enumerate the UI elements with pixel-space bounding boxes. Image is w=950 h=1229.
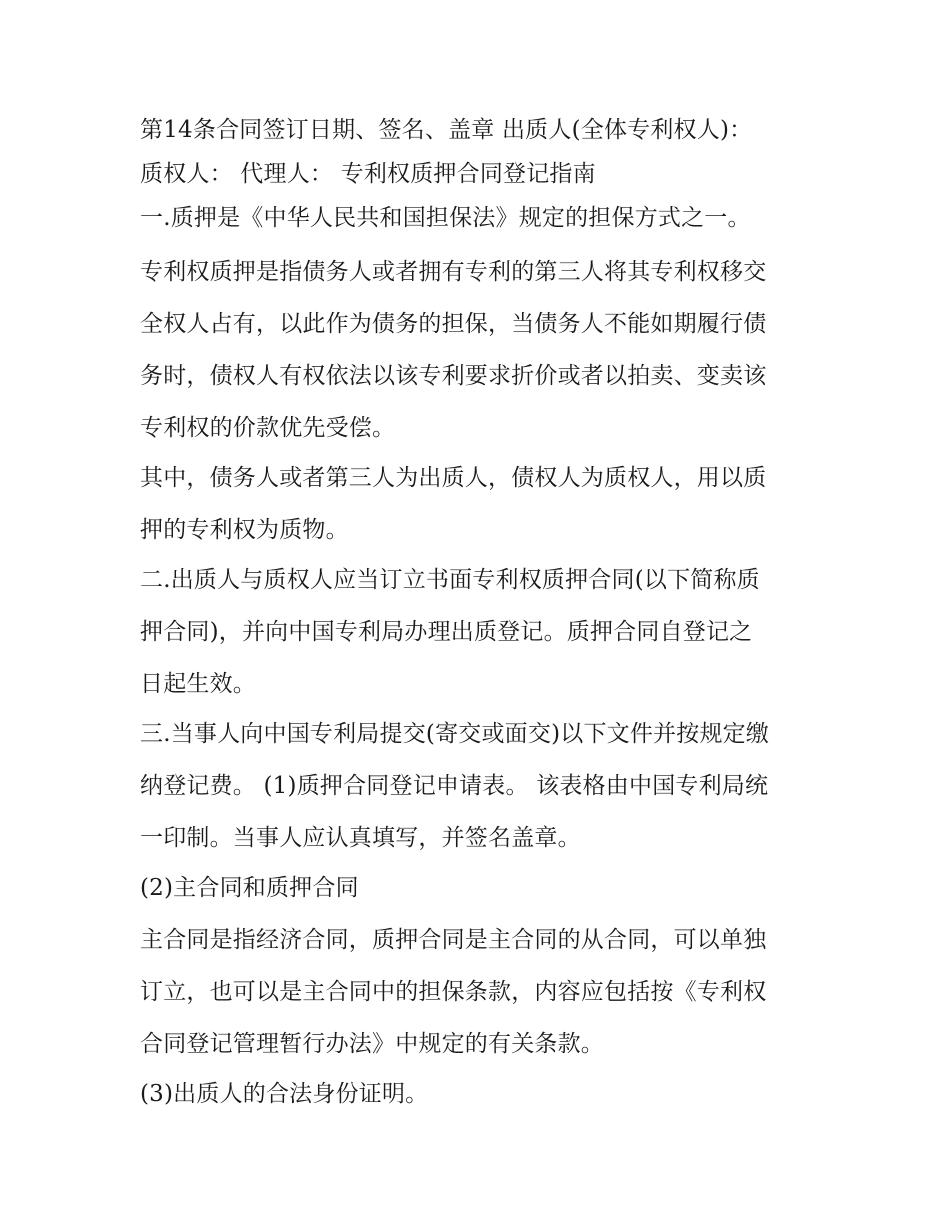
text-line: 全权人占有，以此作为债务的担保，当债务人不能如期履行债 (140, 311, 767, 337)
text-line: 第14条合同签订日期、签名、盖章 出质人(全体专利权人)： (140, 117, 753, 143)
text-line: (3)出质人的合法身份证明。 (140, 1081, 429, 1107)
text-line: 专利权的价款优先受偿。 (140, 415, 396, 441)
text-line: 日起生效。 (140, 671, 256, 697)
text-line: 其中，债务人或者第三人为出质人，债权人为质权人，用以质 (140, 465, 767, 491)
document-body (140, 108, 820, 1116)
text-line: 三.当事人向中国专利局提交(寄交或面交)以下文件并按规定缴 (140, 721, 770, 747)
text-line: 一印制。当事人应认真填写，并签名盖章。 (140, 825, 581, 851)
text-line: (2)主合同和质押合同 (140, 875, 359, 901)
text-line: 一.质押是《中华人民共和国担保法》规定的担保方式之一。 (140, 205, 751, 231)
text-line: 纳登记费。 (1)质押合同登记申请表。 该表格由中国专利局统 (140, 773, 769, 799)
text-line: 押的专利权为质物。 (140, 517, 349, 543)
text-line: 押合同)，并向中国专利局办理出质登记。质押合同自登记之 (140, 619, 753, 645)
text-line: 合同登记管理暂行办法》中规定的有关条款。 (140, 1031, 604, 1057)
text-line: 专利权质押是指债务人或者拥有专利的第三人将其专利权移交 (140, 259, 767, 285)
text-line: 二.出质人与质权人应当订立书面专利权质押合同(以下简称质 (140, 567, 760, 593)
text-line: 质权人： 代理人： 专利权质押合同登记指南 (140, 161, 596, 187)
text-line: 务时，债权人有权依法以该专利要求折价或者以拍卖、变卖该 (140, 363, 767, 389)
text-line: 订立，也可以是主合同中的担保条款，内容应包括按《专利权 (140, 979, 767, 1005)
text-line: 主合同是指经济合同，质押合同是主合同的从合同，可以单独 (140, 927, 767, 953)
